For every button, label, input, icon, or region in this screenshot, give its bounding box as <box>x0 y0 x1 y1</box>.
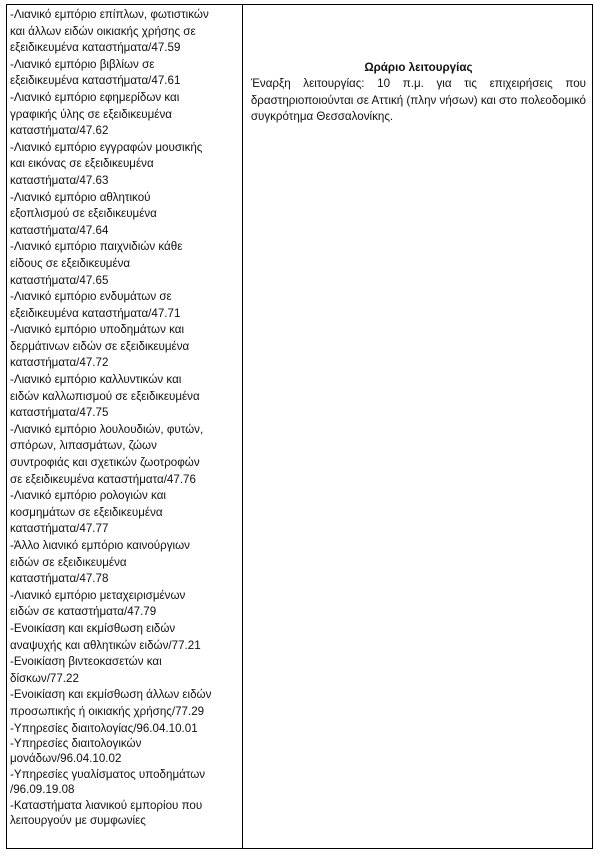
activity-entry-line: καταστήματα/47.78 <box>10 572 109 586</box>
activity-entry <box>10 621 242 654</box>
activity-entry <box>10 239 242 289</box>
activity-entry-line: γραφικής ύλης σε εξειδικευμένα <box>10 107 172 121</box>
operating-hours-line: δραστηριοποιούνται σε Αττική (πλην νήσων) και στο πολεοδομικό <box>250 93 586 107</box>
activity-entry-line: -Λιανικό εμπόριο καλλυντικών και <box>10 373 182 387</box>
activity-entry <box>10 322 242 372</box>
activity-entry-line: -Άλλο λιανικό εμπόριο καινούργιων <box>10 539 190 552</box>
document-table <box>6 4 593 849</box>
activity-entry-line: -Λιανικό εμπόριο εγγραφών μουσικής <box>10 140 203 154</box>
activity-entry-line: κοσμημάτων σε εξειδικευμένα <box>10 505 163 519</box>
activity-entry-line: -Λιανικό εμπόριο επίπλων, φωτιστικών <box>10 8 209 21</box>
activity-entry-line: -Υπηρεσίες διαιτολογικών <box>10 736 142 750</box>
activity-entry-line: -Λιανικό εμπόριο υποδημάτων και <box>10 323 185 337</box>
activity-entry-line: καταστήματα/47.62 <box>10 124 109 138</box>
activity-entry <box>10 57 242 90</box>
activity-entry-line: είδους σε εξειδικευμένα <box>10 256 131 270</box>
activity-list-column <box>7 5 243 848</box>
activity-entry-line: συντροφιάς και σχετικών ζωοτροφών <box>10 456 200 470</box>
activity-entry-line: εξειδικευμένα καταστήματα/47.59 <box>10 41 181 55</box>
activity-entry-line: δερμάτινων ειδών σε εξειδικευμένα <box>10 339 190 353</box>
operating-hours-column <box>243 5 592 848</box>
activity-entry <box>10 289 242 322</box>
activity-entry-line: -Λιανικό εμπόριο λουλουδιών, φυτών, <box>10 422 204 436</box>
activity-entry-line: -Λιανικό εμπόριο βιβλίων σε <box>10 57 155 71</box>
activity-entry <box>10 372 242 422</box>
activity-entry <box>10 721 242 736</box>
activity-entry-line: δίσκων/77.22 <box>10 671 79 685</box>
activity-entry <box>10 140 242 190</box>
activity-entry-line: εξειδικευμένα καταστήματα/47.71 <box>10 306 181 320</box>
activity-entry <box>10 538 242 588</box>
activity-entry-line: προσωπικής ή οικιακής χρήσης/77.29 <box>10 704 205 718</box>
activity-entry-line: μονάδων/96.04.10.02 <box>10 752 122 766</box>
activity-entry-line: -Ενοικίαση βιντεοκασετών και <box>10 655 162 669</box>
activity-entry-line: ειδών σε καταστήματα/47.79 <box>10 605 157 619</box>
activity-entry <box>10 736 242 767</box>
activity-entry-line: -Ενοικίαση και εκμίσθωση άλλων ειδών <box>10 688 212 702</box>
activity-entry-line: -Λιανικό εμπόριο εφημερίδων και <box>10 90 180 104</box>
activity-entry <box>10 90 242 140</box>
activity-entry-line: -Υπηρεσίες διαιτολογίας/96.04.10.01 <box>10 721 198 735</box>
activity-entry-line: λειτουργούν με συμφωνίες <box>10 813 146 827</box>
activity-entry <box>10 7 242 57</box>
operating-hours-line: Έναρξη λειτουργίας: 10 π.μ. για τις επιχειρήσεις που <box>250 77 586 90</box>
activity-entry-line: -Καταστήματα λιανικού εμπορίου που <box>10 798 203 812</box>
activity-entry-line: καταστήματα/47.65 <box>10 273 109 287</box>
activity-entry <box>10 422 242 488</box>
activity-entry <box>10 767 242 798</box>
activity-entry <box>10 654 242 687</box>
activity-entry-line: αναψυχής και αθλητικών ειδών/77.21 <box>10 638 201 652</box>
activity-entry-line: -Ενοικίαση και εκμίσθωση ειδών <box>10 621 176 635</box>
activity-entry-line: σπόρων, λιπασμάτων, ζώων <box>10 439 157 453</box>
activity-entry-line: καταστήματα/47.72 <box>10 356 109 370</box>
activity-entry-line: καταστήματα/47.63 <box>10 173 109 187</box>
operating-hours-text <box>251 76 586 126</box>
activity-entry-line: -Λιανικό εμπόριο ρολογιών και <box>10 489 166 503</box>
activity-entry-line: και άλλων ειδών οικιακής χρήσης σε <box>10 24 196 38</box>
activity-entry-line: καταστήματα/47.64 <box>10 223 109 237</box>
activity-entry-line: -Λιανικό εμπόριο μεταχειρισμένων <box>10 588 186 602</box>
activity-entry-line: -Λιανικό εμπόριο ενδυμάτων σε <box>10 290 172 304</box>
activity-entry-line: σε εξειδικευμένα καταστήματα/47.76 <box>10 472 196 486</box>
activity-entry-line: -Λιανικό εμπόριο παιχνιδιών κάθε <box>10 240 183 254</box>
activity-entry-line: -Λιανικό εμπόριο αθλητικού <box>10 190 151 204</box>
activity-entry <box>10 190 242 240</box>
operating-hours-title: Ωράριο λειτουργίας <box>364 61 473 74</box>
activity-entry-line: -Υπηρεσίες γυαλίσματος υποδημάτων <box>10 767 206 781</box>
activity-entry-line: καταστήματα/47.77 <box>10 522 109 536</box>
activity-entry-line: ειδών σε εξειδικευμένα <box>10 555 127 569</box>
activity-entry-line: εξοπλισμού σε εξειδικευμένα <box>10 207 157 221</box>
activity-entry <box>10 798 242 829</box>
activity-entry <box>10 488 242 538</box>
activity-entry-line: καταστήματα/47.75 <box>10 406 109 420</box>
activity-entry <box>10 687 242 720</box>
activity-entry-line: /96.09.19.08 <box>10 783 75 797</box>
activity-entry-line: και εικόνας σε εξειδικευμένα <box>10 157 154 171</box>
operating-hours-line: συγκρότημα Θεσσαλονίκης. <box>250 110 394 124</box>
activity-entry-line: ειδών καλλωπισμού σε εξειδικευμένα <box>10 389 200 403</box>
activity-entry-line: εξειδικευμένα καταστήματα/47.61 <box>10 74 181 88</box>
activity-entry <box>10 588 242 621</box>
